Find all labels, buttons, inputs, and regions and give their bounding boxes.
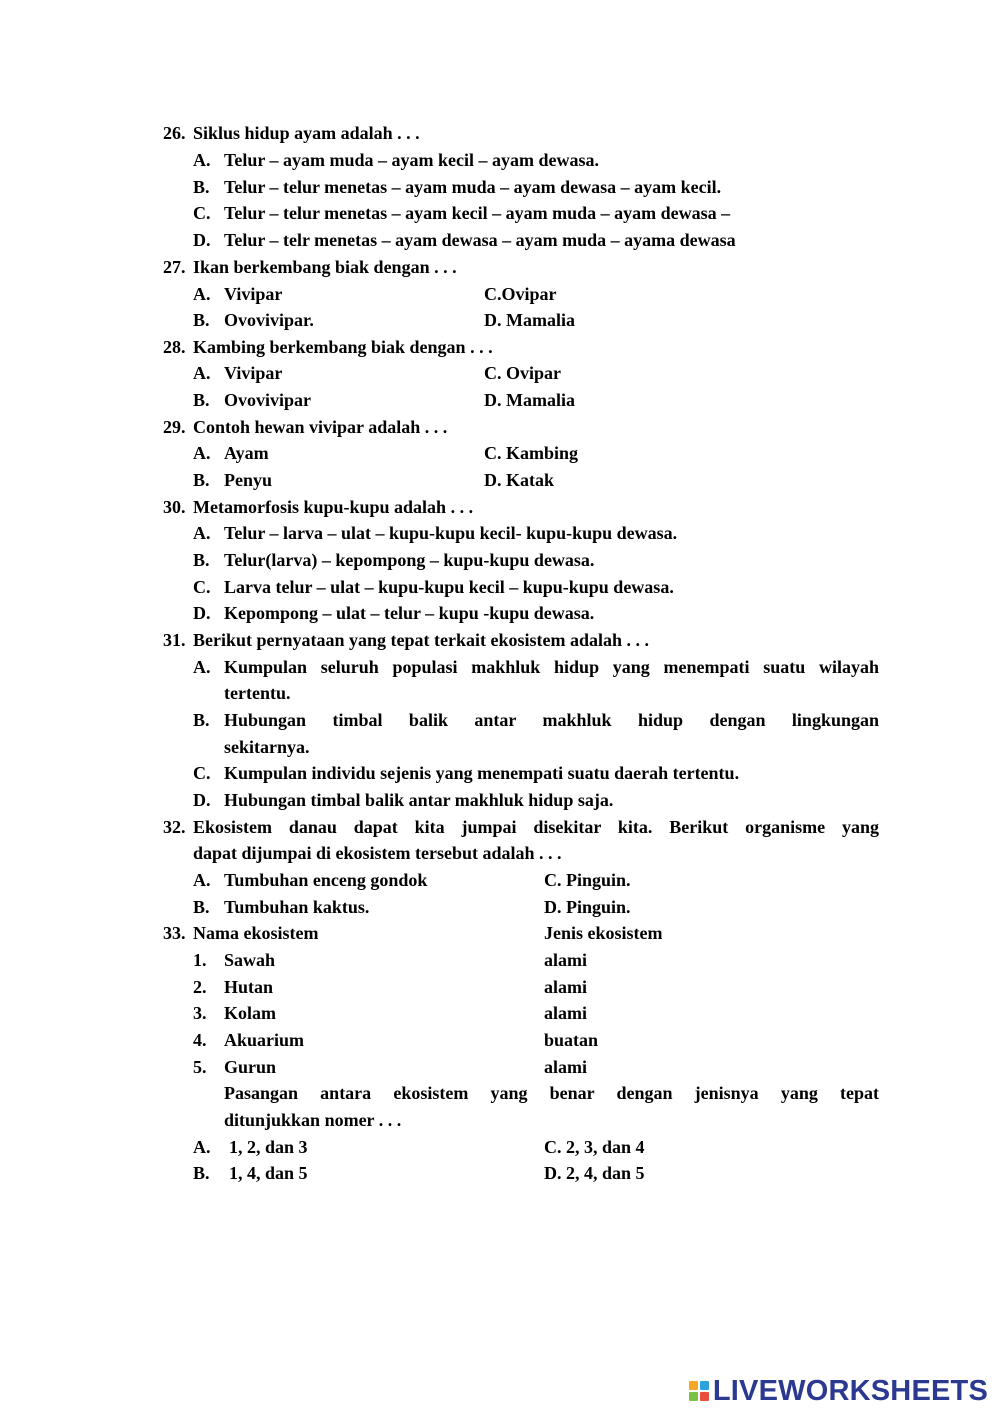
option-letter: C. <box>193 577 211 597</box>
option-a[interactable]: Ayam <box>224 443 269 463</box>
option-letter: B. <box>193 310 210 330</box>
option-b[interactable]: 1, 4, dan 5 <box>229 1163 308 1183</box>
option-text: Hubungan timbal balik antar makhluk hidup dengan lingkungan <box>224 710 879 730</box>
option-text: Larva telur – ulat – kupu-kupu kecil – kupu-kupu dewasa. <box>224 577 674 597</box>
prompt-text: Pasangan antara ekosistem yang benar dengan jenisnya yang tepat <box>224 1083 879 1103</box>
option-d[interactable]: D. 2, 4, dan 5 <box>544 1163 645 1183</box>
option-d[interactable]: D. Katak <box>484 470 555 490</box>
row-number: 4. <box>193 1030 207 1050</box>
option-text: Telur – telur menetas – ayam muda – ayam dewasa – ayam kecil. <box>224 177 722 197</box>
option-b[interactable]: Ovovivipar. <box>224 310 314 330</box>
table-header-type: Jenis ekosistem <box>544 923 663 943</box>
option-a[interactable]: Vivipar <box>224 363 283 383</box>
option-c[interactable]: C.Ovipar <box>484 284 557 304</box>
option-letter: A. <box>193 870 211 890</box>
option-letter: D. <box>193 790 211 810</box>
option-letter: C. <box>193 763 211 783</box>
question-number: 26. <box>163 123 186 143</box>
option-letter: B. <box>193 470 210 490</box>
question-text: Contoh hewan vivipar adalah . . . <box>193 417 448 437</box>
option-letter: A. <box>193 363 211 383</box>
option-text: Kepompong – ulat – telur – kupu -kupu dewasa. <box>224 603 595 623</box>
option-text: Kumpulan individu sejenis yang menempati suatu daerah tertentu. <box>224 763 740 783</box>
ecosystem-type: alami <box>544 950 587 970</box>
ecosystem-type: alami <box>544 1003 587 1023</box>
ecosystem-name: Hutan <box>224 977 274 997</box>
question-text: Kambing berkembang biak dengan . . . <box>193 337 493 357</box>
option-text: Telur – telr menetas – ayam dewasa – ayam muda – ayama dewasa <box>224 230 736 250</box>
option-d[interactable]: D. Mamalia <box>484 390 575 410</box>
prompt-text: ditunjukkan nomer . . . <box>224 1110 402 1130</box>
option-c[interactable]: C. Pinguin. <box>544 870 631 890</box>
question-number: 29. <box>163 417 186 437</box>
option-letter: B. <box>193 550 210 570</box>
option-letter: B. <box>193 710 210 730</box>
option-c[interactable]: C. Ovipar <box>484 363 562 383</box>
question-text: Ekosistem danau dapat kita jumpai disekitar kita. Berikut organisme yang <box>193 817 879 837</box>
question-number: 27. <box>163 257 186 277</box>
option-text: Telur – telur menetas – ayam kecil – ayam muda – ayam dewasa – <box>224 203 731 223</box>
option-c[interactable]: C. 2, 3, dan 4 <box>544 1137 645 1157</box>
option-letter: A. <box>193 150 211 170</box>
option-text: Telur(larva) – kepompong – kupu-kupu dewasa. <box>224 550 595 570</box>
option-c[interactable]: C. Kambing <box>484 443 579 463</box>
option-letter: B. <box>193 897 210 917</box>
table-header-name: Nama ekosistem <box>193 923 319 943</box>
option-d[interactable]: D. Mamalia <box>484 310 575 330</box>
brand-name: LIVEWORKSHEETS <box>712 1374 988 1407</box>
option-text: Telur – ayam muda – ayam kecil – ayam dewasa. <box>224 150 600 170</box>
row-number: 3. <box>193 1003 207 1023</box>
question-number: 31. <box>163 630 186 650</box>
option-text: sekitarnya. <box>224 737 310 757</box>
question-text: dapat dijumpai di ekosistem tersebut adalah . . . <box>193 843 562 863</box>
question-number: 30. <box>163 497 186 517</box>
liveworksheets-logo-icon <box>689 1381 709 1401</box>
ecosystem-name: Kolam <box>224 1003 276 1023</box>
ecosystem-name: Akuarium <box>224 1030 305 1050</box>
row-number: 1. <box>193 950 207 970</box>
option-d[interactable]: D. Pinguin. <box>544 897 631 917</box>
option-text: Kumpulan seluruh populasi makhluk hidup yang menempati suatu wilayah <box>224 657 879 677</box>
option-letter: A. <box>193 284 211 304</box>
option-b[interactable]: Tumbuhan kaktus. <box>224 897 370 917</box>
question-number: 33. <box>163 923 186 943</box>
option-a[interactable]: Vivipar <box>224 284 283 304</box>
question-number: 32. <box>163 817 186 837</box>
option-letter: B. <box>193 1163 210 1183</box>
option-letter: B. <box>193 177 210 197</box>
ecosystem-type: buatan <box>544 1030 599 1050</box>
option-a[interactable]: Tumbuhan enceng gondok <box>224 870 428 890</box>
question-text: Ikan berkembang biak dengan . . . <box>193 257 457 277</box>
option-letter: A. <box>193 523 211 543</box>
ecosystem-name: Gurun <box>224 1057 277 1077</box>
question-number: 28. <box>163 337 186 357</box>
option-letter: A. <box>193 443 211 463</box>
row-number: 2. <box>193 977 207 997</box>
question-text: Berikut pernyataan yang tepat terkait ekosistem adalah . . . <box>193 630 649 650</box>
liveworksheets-logo[interactable] <box>689 1376 988 1406</box>
ecosystem-type: alami <box>544 1057 587 1077</box>
option-a[interactable]: 1, 2, dan 3 <box>229 1137 308 1157</box>
option-b[interactable]: Penyu <box>224 470 273 490</box>
ecosystem-name: Sawah <box>224 950 276 970</box>
option-letter: D. <box>193 230 211 250</box>
question-text: Siklus hidup ayam adalah . . . <box>193 123 420 143</box>
option-b[interactable]: Ovovivipar <box>224 390 312 410</box>
row-number: 5. <box>193 1057 207 1077</box>
option-letter: A. <box>193 1137 211 1157</box>
option-text: Telur – larva – ulat – kupu-kupu kecil- kupu-kupu dewasa. <box>224 523 678 543</box>
option-text: tertentu. <box>224 683 291 703</box>
option-letter: D. <box>193 603 211 623</box>
option-letter: C. <box>193 203 211 223</box>
option-letter: B. <box>193 390 210 410</box>
option-text: Hubungan timbal balik antar makhluk hidup saja. <box>224 790 614 810</box>
ecosystem-type: alami <box>544 977 587 997</box>
option-letter: A. <box>193 657 211 677</box>
question-text: Metamorfosis kupu-kupu adalah . . . <box>193 497 474 517</box>
